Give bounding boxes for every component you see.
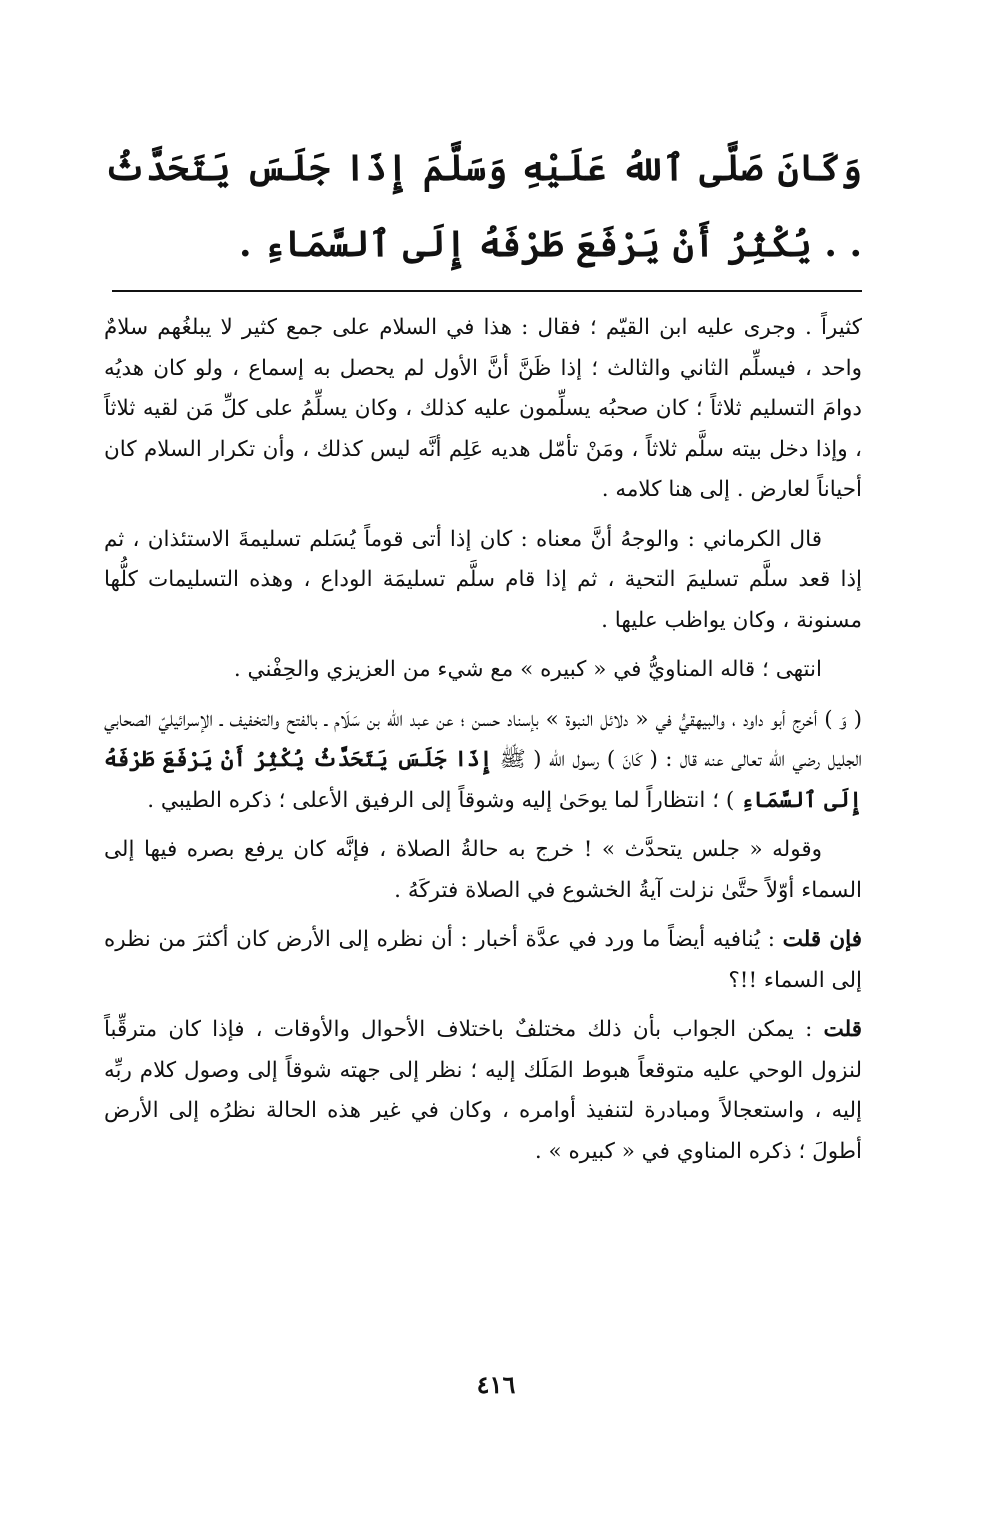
paragraph-4-intro: ( وَ ) أخرج أبو داود ، والبيهقيُّ في « دلائل النبوة » بإسناد حسن ؛ عن عبد الله بن سَلَام ـ بالفتح والتخفيف ـ الإسرائيليّ الصحابي الجليل رضي الله تعالى عنه قال : ( كَانَ ) رسول الله ( ﷺ — [104, 706, 862, 772]
footnote-divider — [112, 290, 862, 292]
commentary-paragraph-2: قال الكرماني : والوجهُ أنَّ معناه : كان إذا أتى قوماً يُسَلم تسليمةَ الاستئذان ، ثم إذا قعد سلَّم تسليمَ التحية ، ثم إذا قام سلَّم تسليمَة الوداع ، وهذه التسليمات كلُّها مسنونة ، وكان يواظب عليها . — [104, 526, 862, 633]
commentary-paragraph-4 — [104, 700, 862, 822]
hadith-main-text: وَكَانَ صَلَّى ٱللهُ عَلَيْهِ وَسَلَّمَ إِذَا جَلَسَ يَتَحَدَّثُ . . يُكْثِرُ أَنْ يَرْفَعَ طَرْفَهُ إِلَى ٱلسَّمَاءِ . — [104, 147, 862, 265]
hadith-text — [104, 130, 862, 282]
commentary-paragraph-7 — [104, 1010, 862, 1172]
commentary-paragraph-3: انتهى ؛ قاله المناويُّ في « كبيره » مع شيء من العزيزي والحِفْني . — [233, 657, 822, 682]
objection-text: : يُنافيه أيضاً ما ورد في عدَّة أخبار : أن نظره إلى الأرض كان أكثرَ من نظره إلى السماء !!؟ — [104, 927, 862, 993]
commentary-paragraph-6 — [104, 920, 862, 1001]
commentary-paragraph-5: وقوله « جلس يتحدَّث » ! خرج به حالةُ الصلاة ، فإنَّه كان يرفع بصره فيها إلى السماء أوّلاً حتَّىٰ نزلت آيةُ الخشوع في الصلاة فتركَهُ . — [104, 837, 862, 903]
hadith-quote-emphasis: إِذَا جَلَسَ يَتَحَدَّثُ يُكْثِرُ أَنْ يَرْفَعَ طَرْفَهُ إِلَى ٱلسَّمَاءِ — [104, 747, 862, 813]
answer-label: قلت — [823, 1017, 862, 1042]
objection-label: فإن قلت — [782, 927, 862, 952]
answer-text: : يمكن الجواب بأن ذلك مختلفٌ باختلاف الأحوال والأوقات ، فإذا كان مترقِّباً لنزول الوحي عليه متوقعاً هبوط المَلَك إليه ؛ نظر إلى جهته شوقاً إلى وصول كلام ربِّه إليه ، واستعجالاً ومبادرة لتنفيذ أوامره ، وكان في غير هذه الحالة نظرُه إلى الأرض أطولَ ؛ ذكره المناوي في « كبيره » . — [104, 1017, 862, 1164]
commentary-paragraph-1: كثيراً . وجرى عليه ابن القيّم ؛ فقال : هذا في السلام على جمع كثير لا يبلغُهم سلامٌ واحد ، فيسلِّم الثاني والثالث ؛ إذا ظَنَّ أنَّ الأول لم يحصل به إسماع ، ولو كان هديُه دوامَ التسليم ثلاثاً ؛ كان صحبُه يسلِّمون عليه كذلك ، وكان يسلِّمُ على كلِّ مَن لقيه ثلاثاً ، وإذا دخل بيته سلَّم ثلاثاً ، ومَنْ تأمّل هديه عَلِم أنَّه ليس كذلك ، وأن تكرار السلام كان أحياناً لعارض . إلى هنا كلامه . — [104, 315, 862, 502]
page-number: ٤١٦ — [476, 1370, 516, 1399]
paragraph-4-ending: ) ؛ انتظاراً لما يوحَىٰ إليه وشوقاً إلى الرفيق الأعلى ؛ ذكره الطيبي . — [147, 787, 742, 813]
commentary-section — [104, 308, 862, 1181]
